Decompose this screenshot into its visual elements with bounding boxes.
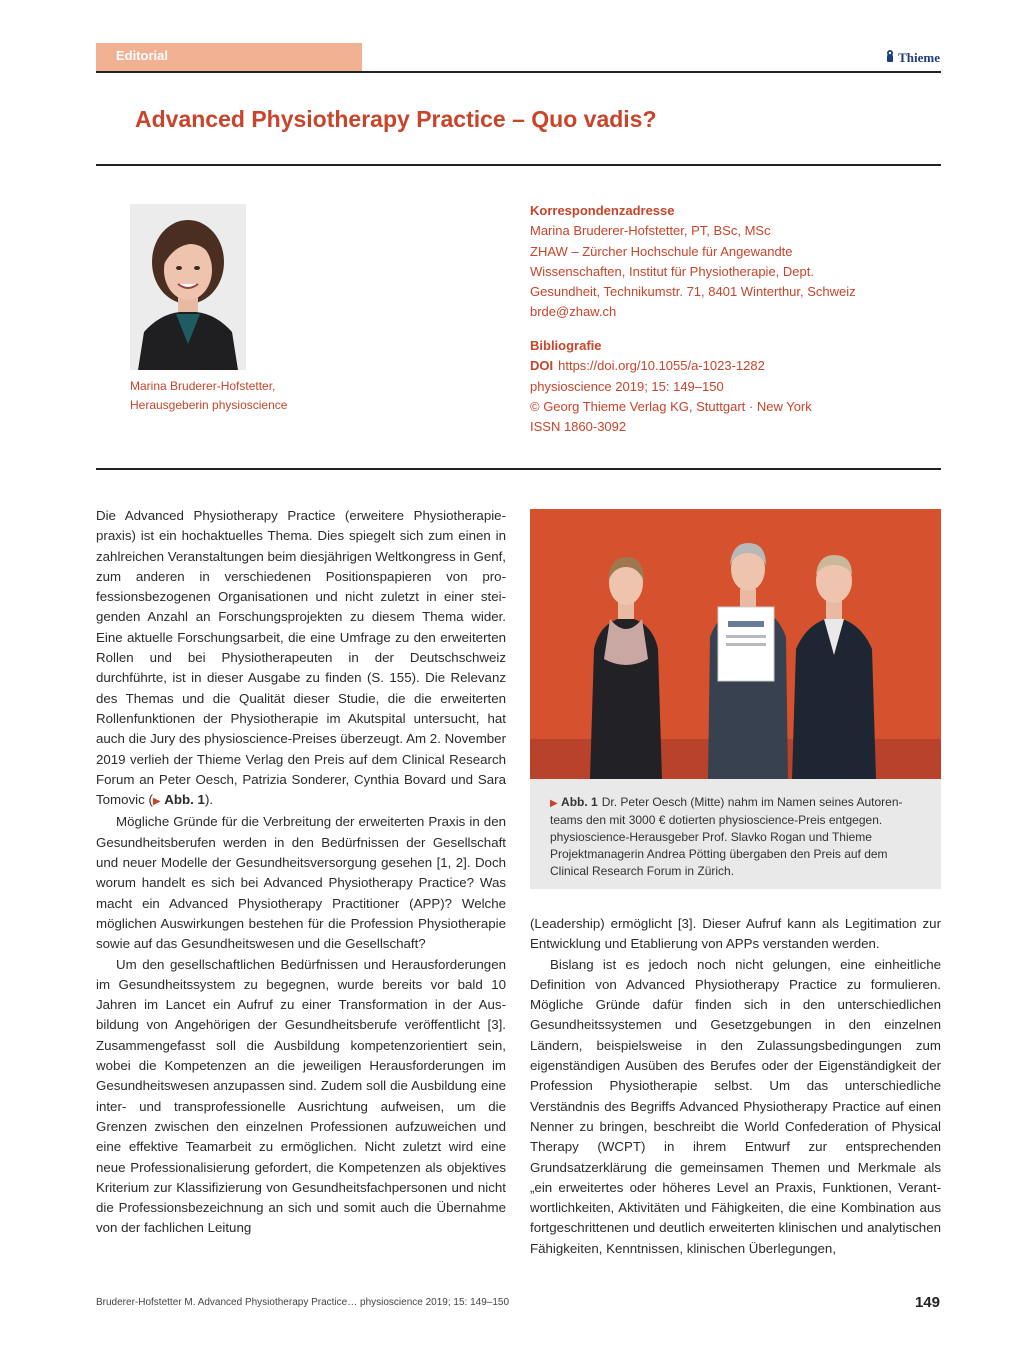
figure-photo bbox=[530, 509, 941, 779]
correspondence-block bbox=[530, 201, 930, 323]
doi-label: DOI bbox=[530, 358, 554, 374]
bibliography-line: ISSN 1860-3092 bbox=[530, 419, 627, 435]
section-label: Editorial bbox=[96, 43, 362, 71]
body-paragraph: Mögliche Gründe für die Verbreitung der erweiterten Praxis in den Gesundheitsberufen werden in den Bedürfnissen der Gesellschaft und neuer Modelle der Gesundheitsversorgung gesehen [1, 2]. Doch worum handelt es sich bei Advanced Physiotherapy Practice? Was macht ein Advanced Physiotherapy Practitioner (APP)? Welche möglichen Auswirkungen bestehen für die Profession Physiotherapie sowie auf das Gesundheitswesen und die Gesellschaft? bbox=[96, 814, 506, 952]
bibliography-line: physioscience 2019; 15: 149–150 bbox=[530, 378, 724, 394]
body-paragraph bbox=[96, 506, 506, 812]
figure-reference[interactable]: Abb. 1 bbox=[164, 792, 205, 808]
correspondence-heading: Korrespondenzadresse bbox=[530, 203, 675, 218]
publisher-name: Thieme bbox=[898, 50, 940, 65]
page-number: 149 bbox=[914, 1294, 940, 1311]
figure-ref-arrow-icon: ▶ bbox=[152, 796, 161, 808]
body-column-right bbox=[530, 914, 941, 1259]
paragraph-text: Die Advanced Physiotherapy Practice (erweitere Physiotherapiepraxis) ist ein hochaktuelles Thema. Dies spiegelt sich zum einen in zahlreichen Veranstaltungen beim diesjährigen Weltkongress in Genf, zum anderen in verschiedenen Positionspapieren von professionsbezogenen Organisationen und nicht zuletzt in einer steigenden Anzahl an Forschungsprojekten zu diesem Thema wider. Eine aktuelle Forschungsarbeit, die eine Umfrage zu den erweiterten Rollen und bei Physiotherapeuten in der Deutschschweiz durchführte, ist in dieser Ausgabe zu finden (S. 155). Die Relevanz des Themas und die Qualität dieser Studie, die die erweiterten Rollenfunktionen der Physiotherapie im Akutspital untersucht, hat auch die Jury des physioscience-Preises überzeugt. Am 2. November 2019 verlieh der Thieme Verlag den Preis auf dem Clinical Research Forum an Peter Oesch, Patrizia Sonderer, Cynthia Bovard und Sara Tomovic ( bbox=[96, 508, 506, 808]
caption-arrow-icon: ▶ bbox=[550, 798, 558, 809]
title-rule bbox=[96, 164, 941, 166]
paragraph-text-end: ). bbox=[204, 792, 214, 808]
thieme-logo-icon bbox=[885, 49, 895, 67]
header-rule bbox=[96, 71, 941, 73]
article-title: Advanced Physiotherapy Practice – Quo vadis? bbox=[135, 106, 657, 132]
body-paragraph: (Leadership) ermöglicht [3]. Dieser Aufruf kann als Legitimation zur Entwicklung und Etablierung von APPs verstanden werden. bbox=[530, 916, 941, 952]
correspondence-line: Wissenschaften, Institut für Physiotherapie, Dept. bbox=[530, 263, 814, 279]
portrait-caption-role: Herausgeberin physioscience bbox=[130, 398, 288, 412]
correspondence-line: Marina Bruderer-Hofstetter, PT, BSc, MSc bbox=[530, 223, 771, 239]
body-paragraph: Bislang ist es jedoch noch nicht gelungen, eine einheitliche Definition von Advanced Physiotherapy Practice zu formulieren. Mögliche Gründe dafür finden sich in den unterschiedlichen Gesundheitssystemen und Gesetzgebungen in den einzelnen Ländern, beispielsweise in den Zulassungsbedingungen zum eigenständigen Ausüben des Berufes oder der Eigenständigkeit der Profession Physiotherapie selbst. Um das unterschiedliche Verständnis des Begriffs Advanced Physiotherapy Practice auf einen Nenner zu bringen, beschreibt die World Confederation of Physical Therapy (WCPT) in ihrem Entwurf zur entsprechenden Grundsatzerklärung die gemeinsamen Themen und Merkmale als „ein erweitertes oder höheres Level an Praxis, Funktionen, Verantwortlichkeiten, Aktivitäten und Fähigkeiten, die eine Kombination aus fortgeschrittenen und deutlich erweiterten klinischen und analytischen Fähigkeiten, Kenntnissen, klinischen Überlegungen, bbox=[530, 956, 941, 1256]
bibliography-line: © Georg Thieme Verlag KG, Stuttgart · New York bbox=[530, 398, 812, 414]
body-paragraph: Um den gesellschaftlichen Bedürfnissen und Herausforderungen im Gesundheitssystem zu begegnen, wurde bereits vor bald 10 Jahren im Lancet ein Aufruf zu einer Transformation in der Ausbildung von Angehörigen der Gesundheitsberufe veröffentlicht [3]. Zusammengefasst soll die Ausbildung kompetenzorientiert sein, wobei die Kompetenzen an die jeweiligen Herausforderungen im Gesundheitswesen anzupassen sind. Zudem soll die Ausbildung eine inter- und transprofessionelle Ausrichtung aufweisen, um die Grenzen zwischen den einzelnen Professionen aufzuweichen und eine effektive Teamarbeit zu ermöglichen. Nicht zuletzt wird eine neue Professionalisierung gefordert, die Kompetenzen als objektives Kriterium zur Klassifizierung von Gesundheitsfachpersonen und nicht die Professionsbezeichnung an sich und somit auch die Übernahme von der fachlichen Leitung bbox=[96, 956, 506, 1236]
figure-caption bbox=[530, 779, 941, 889]
footer-citation: Bruderer-Hofstetter M. Advanced Physiotherapy Practice… physioscience 2019; 15: 149–150 bbox=[96, 1297, 510, 1308]
portrait-caption-name: Marina Bruderer-Hofstetter, bbox=[130, 379, 276, 393]
bibliography-block bbox=[530, 336, 930, 437]
publisher-logo bbox=[885, 49, 940, 67]
figure-label: Abb. 1 bbox=[561, 795, 598, 809]
bibliography-heading: Bibliografie bbox=[530, 338, 602, 353]
correspondence-line: Gesundheit, Technikumstr. 71, 8401 Winterthur, Schweiz bbox=[530, 284, 856, 300]
figure-caption-text: Dr. Peter Oesch (Mitte) nahm im Namen seines Autorenteams den mit 3000 € dotierten physioscience-Preis entgegen. physioscience-Herausgeber Prof. Slavko Rogan und Thieme Projektmanagerin Andrea Pötting übergaben den Preis auf dem Clinical Research Forum in Zürich. bbox=[550, 795, 903, 878]
doi-line bbox=[530, 356, 930, 376]
correspondence-line: ZHAW – Zürcher Hochschule für Angewandte bbox=[530, 243, 793, 259]
author-portrait-photo bbox=[130, 204, 246, 370]
meta-rule bbox=[96, 468, 941, 470]
correspondence-email[interactable]: brde@zhaw.ch bbox=[530, 304, 617, 320]
doi-link[interactable]: https://doi.org/10.1055/a-1023-1282 bbox=[558, 358, 765, 374]
body-column-left bbox=[96, 506, 506, 1239]
